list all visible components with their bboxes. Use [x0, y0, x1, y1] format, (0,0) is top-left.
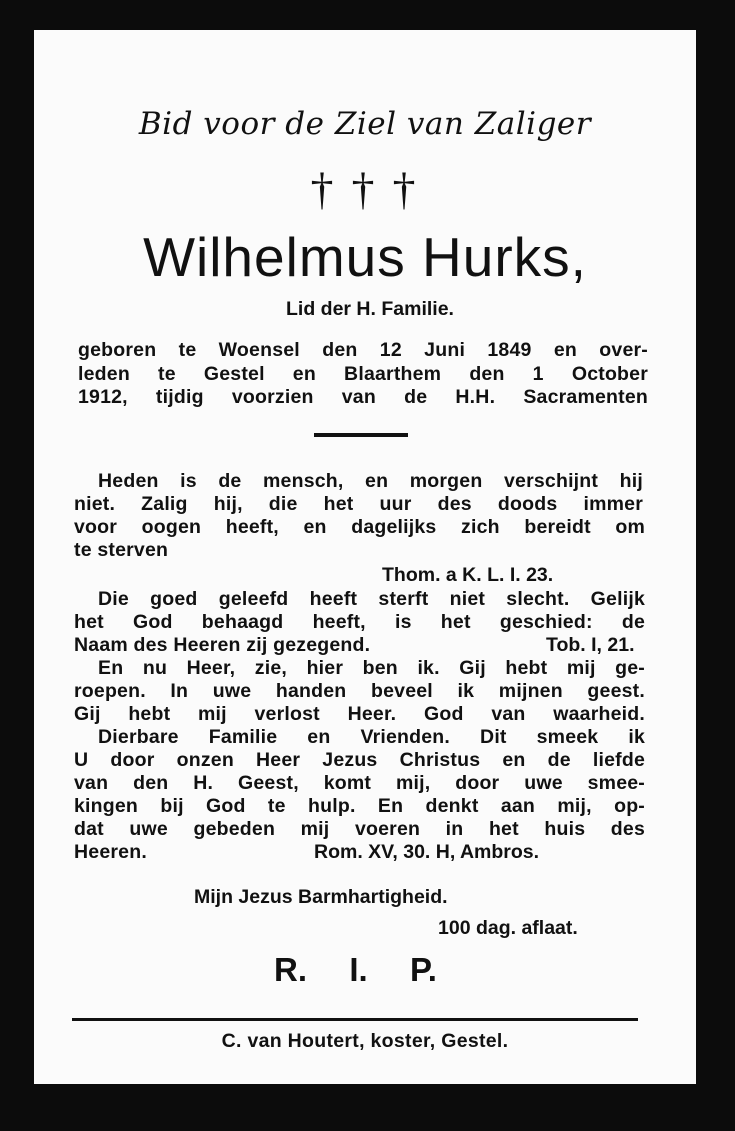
rip: R. I. P.: [274, 951, 437, 988]
text-line: van den H. Geest, komt mij, door uwe smee-: [74, 772, 645, 794]
text-line: roepen. In uwe handen beveel ik mijnen geest.: [74, 680, 645, 702]
heading: Bid voor de Ziel van Zaliger: [138, 106, 592, 142]
bio-line: leden te Gestel en Blaarthem den 1 October: [78, 363, 648, 385]
indulgence: 100 dag. aflaat.: [438, 917, 578, 939]
citation: Thom. a K. L. I. 23.: [382, 564, 554, 586]
text-line: U door onzen Heer Jezus Christus en de liefde: [74, 749, 645, 771]
citation: Tob. I, 21.: [546, 634, 635, 656]
cross-icon: †: [351, 163, 393, 214]
membership: Lid der H. Familie.: [286, 298, 454, 320]
text-line: Heeren.: [74, 841, 147, 863]
text-line: voor oogen heeft, en dagelijks zich bereidt om: [74, 516, 645, 538]
text-line: En nu Heer, zie, hier ben ik. Gij hebt mij ge-: [98, 657, 645, 679]
bio-line: geboren te Woensel den 12 Juni 1849 en over-: [78, 339, 648, 361]
deceased-name: Wilhelmus Hurks,: [143, 226, 587, 288]
text-line: te sterven: [74, 539, 169, 561]
text-line: het God behaagd heeft, is het geschied: de: [74, 611, 645, 633]
text-line: Dierbare Familie en Vrienden. Dit smeek ik: [98, 726, 645, 748]
cross-icon: †: [310, 163, 352, 214]
text-line: Gij hebt mij verlost Heer. God van waarheid.: [74, 703, 645, 725]
divider: [314, 433, 408, 437]
text-line: kingen bij God te hulp. En denkt aan mij, op-: [74, 795, 645, 817]
text-line: Naam des Heeren zij gezegend.: [74, 634, 371, 656]
text-line: niet. Zalig hij, die het uur des doods immer: [74, 493, 643, 515]
footer-rule: [72, 1018, 638, 1021]
citation: Rom. XV, 30. H, Ambros.: [314, 841, 540, 863]
cross-icon: †: [392, 163, 434, 214]
crosses: [34, 162, 696, 215]
bio-line: 1912, tijdig voorzien van de H.H. Sacramenten: [78, 386, 648, 408]
memorial-card: [34, 30, 696, 1084]
text-line: Heden is de mensch, en morgen verschijnt hij: [98, 470, 643, 492]
text-line: Die goed geleefd heeft sterft niet slecht. Gelijk: [98, 588, 645, 610]
printer: C. van Houtert, koster, Gestel.: [221, 1030, 509, 1052]
text-line: dat uwe gebeden mij voeren in het huis des: [74, 818, 645, 840]
invocation: Mijn Jezus Barmhartigheid.: [194, 886, 448, 908]
